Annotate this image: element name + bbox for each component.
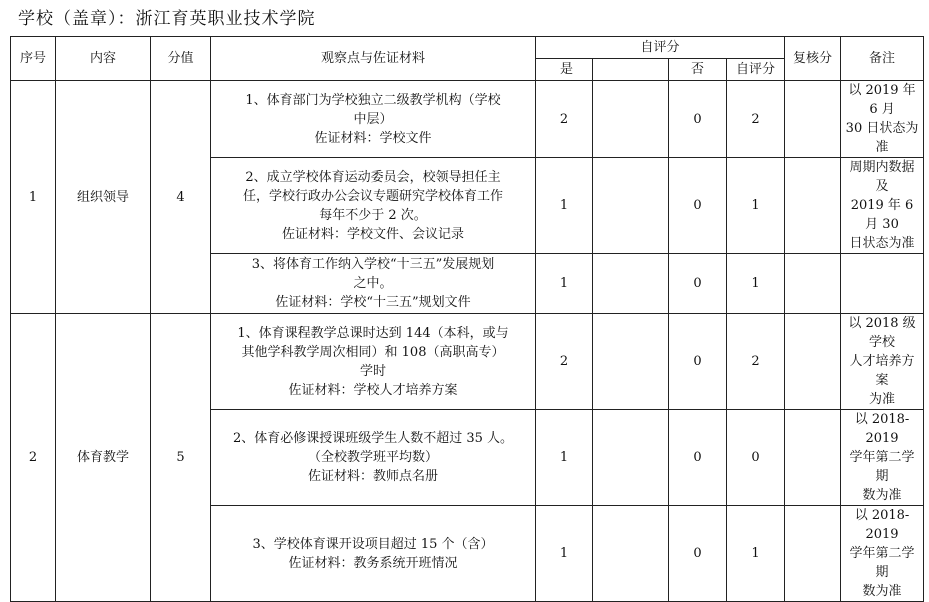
row-content: 体育教学 <box>56 314 151 602</box>
observation-cell-line: 佐证材料：学校文件、会议记录 <box>281 226 464 242</box>
header-yes: 是 <box>536 59 593 81</box>
self-score-cell: 1 <box>727 158 785 254</box>
yes-cell: 2 <box>536 81 593 158</box>
self-score-cell: 0 <box>727 410 785 506</box>
observation-cell <box>211 506 536 602</box>
header-note: 备注 <box>841 37 924 81</box>
note-cell <box>841 81 924 158</box>
observation-cell-line: 任，学校行政办公会议专题研究学校体育工作 <box>242 188 503 204</box>
observation-cell <box>211 254 536 314</box>
note-cell-line: 学年第二学期 <box>849 450 915 484</box>
review-cell <box>785 158 841 254</box>
header-self-score: 自评分 <box>727 59 785 81</box>
row-seq: 1 <box>11 81 56 314</box>
observation-cell-line: 2、体育必修课授课班级学生人数不超过 35 人。 <box>232 431 514 446</box>
observation-cell <box>211 314 536 410</box>
review-cell <box>785 410 841 506</box>
no-cell: 0 <box>669 410 727 506</box>
blank-cell <box>593 410 669 506</box>
observation-cell-line: 1、体育部门为学校独立二级教学机构（学校 <box>245 92 501 108</box>
note-cell-line: 以 2018-2019 <box>854 508 910 542</box>
note-cell <box>841 410 924 506</box>
note-cell-line: 日状态为准 <box>849 236 915 251</box>
note-cell <box>841 254 924 314</box>
school-stamp-line: 学校（盖章）：浙江育英职业技术学院 <box>18 9 316 29</box>
note-cell-line: 以 2019 年 6 月 <box>848 83 916 117</box>
observation-cell-line: 其他学科教学周次相同）和 108（高职高专） <box>241 344 505 360</box>
review-cell <box>785 254 841 314</box>
observation-cell-line: 1、体育课程教学总课时达到 144（本科，或与 <box>237 325 509 341</box>
row-score: 4 <box>151 81 211 314</box>
self-score-cell: 1 <box>727 254 785 314</box>
header-seq: 序号 <box>11 37 56 81</box>
yes-cell: 1 <box>536 254 593 314</box>
observation-cell-line: 佐证材料：教师点名册 <box>307 469 438 484</box>
note-cell <box>841 506 924 602</box>
self-score-cell: 1 <box>727 506 785 602</box>
observation-cell-line: 之中。 <box>353 276 393 291</box>
review-cell <box>785 314 841 410</box>
row-seq: 2 <box>11 314 56 602</box>
blank-cell <box>593 254 669 314</box>
observation-cell-line: 佐证材料：学校“十三五”规划文件 <box>275 295 471 310</box>
no-cell: 0 <box>669 506 727 602</box>
yes-cell: 1 <box>536 506 593 602</box>
blank-cell <box>593 81 669 158</box>
observation-cell-line: 佐证材料：学校文件 <box>314 130 432 146</box>
observation-cell <box>211 410 536 506</box>
blank-cell <box>593 506 669 602</box>
observation-cell-line: 3、学校体育课开设项目超过 15 个（含） <box>252 536 494 552</box>
note-cell-line: 2019 年 6 月 30 <box>850 198 914 232</box>
note-cell-line: 为准 <box>869 392 896 407</box>
note-cell-line: 以 2018 级学校 <box>848 316 916 350</box>
observation-cell <box>211 81 536 158</box>
note-cell-line: 数为准 <box>862 488 902 503</box>
note-cell-line: 数为准 <box>862 584 902 599</box>
no-cell: 0 <box>669 81 727 158</box>
note-cell-line: 学年第二学期 <box>849 546 915 580</box>
header-no: 否 <box>669 59 727 81</box>
review-cell <box>785 81 841 158</box>
no-cell: 0 <box>669 254 727 314</box>
observation-cell-line: 中层） <box>353 111 393 127</box>
row-content: 组织领导 <box>56 81 151 314</box>
header-self-eval: 自评分 <box>536 37 785 59</box>
note-cell-line: 30 日状态为准 <box>845 121 919 155</box>
header-content: 内容 <box>56 37 151 81</box>
observation-cell <box>211 158 536 254</box>
observation-cell-line: 每年不少于 2 次。 <box>319 207 427 223</box>
observation-cell-line: 3、将体育工作纳入学校“十三五”发展规划 <box>251 257 495 272</box>
observation-cell-line: （全校教学班平均数） <box>307 450 438 465</box>
observation-cell-line: 学时 <box>359 363 386 379</box>
note-cell-line: 以 2018-2019 <box>854 412 910 446</box>
table-row <box>11 314 924 410</box>
observation-cell-line: 佐证材料：教务系统开班情况 <box>288 555 458 571</box>
note-cell-line: 人才培养方案 <box>849 354 915 388</box>
self-score-cell: 2 <box>727 81 785 158</box>
note-cell <box>841 314 924 410</box>
row-score: 5 <box>151 314 211 602</box>
yes-cell: 2 <box>536 314 593 410</box>
blank-cell <box>593 158 669 254</box>
self-evaluation-table <box>10 36 924 602</box>
no-cell: 0 <box>669 314 727 410</box>
header-score: 分值 <box>151 37 211 81</box>
observation-cell-line: 2、成立学校体育运动委员会，校领导担任主 <box>245 169 501 185</box>
header-review: 复核分 <box>785 37 841 81</box>
review-cell <box>785 506 841 602</box>
observation-cell-line: 佐证材料：学校人才培养方案 <box>288 382 458 398</box>
self-score-cell: 2 <box>727 314 785 410</box>
header-observation: 观察点与佐证材料 <box>211 37 536 81</box>
note-cell-line: 周期内数据及 <box>849 160 915 194</box>
yes-cell: 1 <box>536 158 593 254</box>
blank-cell <box>593 314 669 410</box>
note-cell <box>841 158 924 254</box>
table-row <box>11 81 924 158</box>
no-cell: 0 <box>669 158 727 254</box>
yes-cell: 1 <box>536 410 593 506</box>
